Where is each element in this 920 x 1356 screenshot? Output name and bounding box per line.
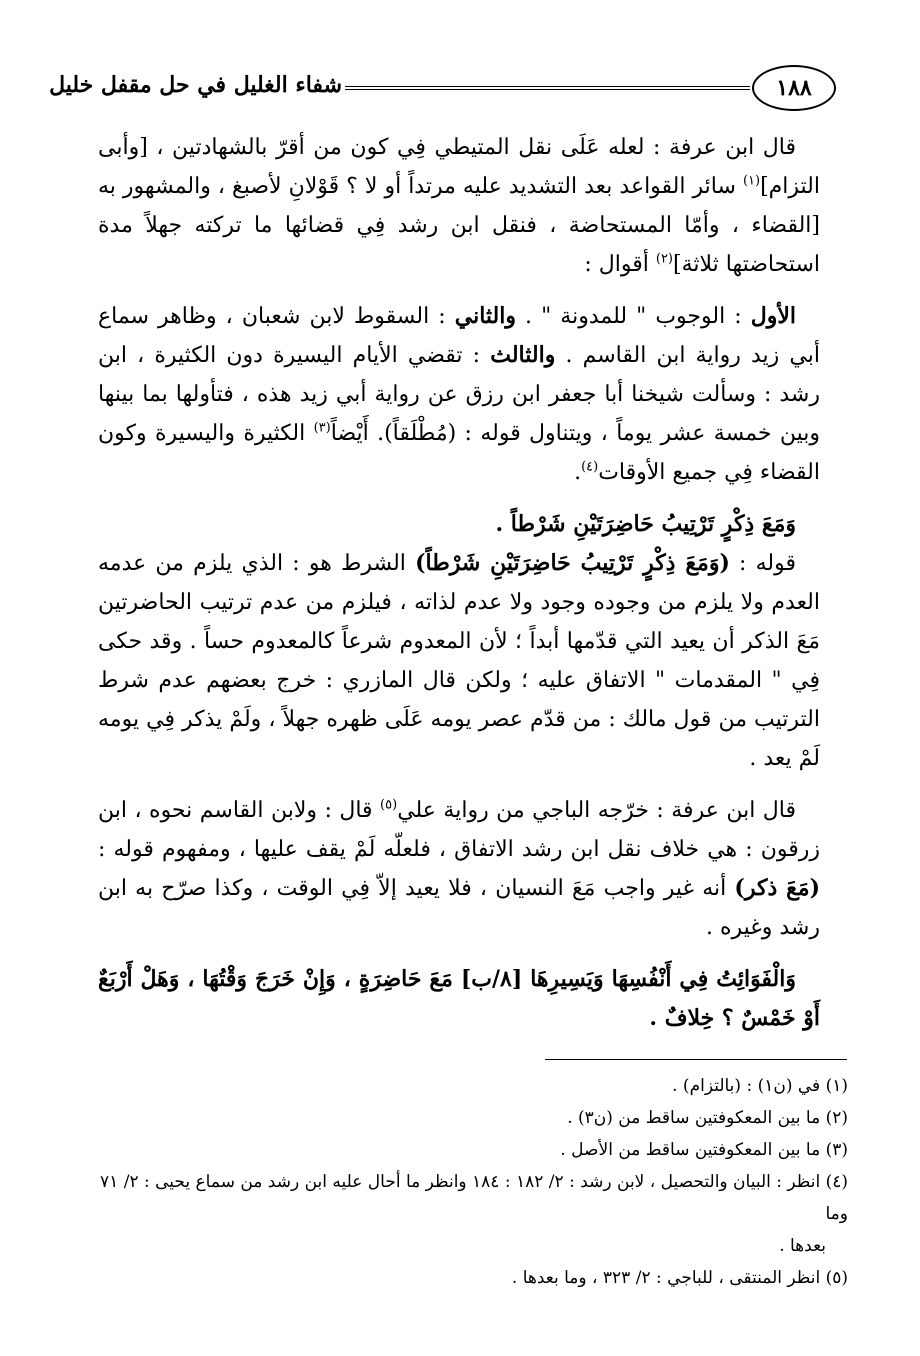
header-rule [345, 86, 750, 90]
text-span: وَالْفَوَائِتُ فِي أَنْفُسِهَا وَيَسِيرِهَا [522, 966, 796, 992]
text-span: سائر القواعد بعد التشديد عليه مرتداً أو لا ؟ قَوْلانِ لأصبغ ، والمشهور به [القضاء ، وأمّا المستحاضة ، فنقل ابن رشد فِي قضائها ما تركته جهلاً مدة استحاضتها ثلاثة] [98, 174, 820, 277]
quoted-matn: (مَعَ ذكر) [734, 875, 820, 901]
bold-term: والثاني [454, 303, 516, 329]
paragraph-2 [98, 297, 820, 492]
text-span: . [574, 460, 582, 485]
text-span: قال ابن عرفة : خرّجه الباجي من رواية علي [397, 798, 796, 823]
paragraph-4 [98, 791, 820, 947]
footnote-3: (٣) ما بين المعكوفتين ساقط من الأصل . [560, 1140, 848, 1160]
footnote-marker: (٣) [313, 420, 331, 436]
footnote-separator [545, 1059, 847, 1060]
paragraph-3 [98, 544, 820, 778]
quoted-matn: (وَمَعَ ذِكْرٍ تَرْتِيبُ حَاضِرَتَيْنِ شَرْطاً) [415, 550, 730, 576]
text-span: أقوال : [584, 252, 656, 277]
text-span: أنه غير واجب مَعَ النسيان ، فلا يعيد إلاّ فِي الوقت ، وكذا صرّح به ابن رشد وغيره . [98, 876, 820, 940]
footnote-1: (١) في (ن١) : (بالتزام) . [672, 1076, 848, 1096]
footnote-marker: (٤) [581, 459, 599, 475]
footnotes [98, 1070, 848, 1294]
footnote-marker: (٥) [380, 797, 398, 813]
footnote-marker: (١) [742, 173, 761, 189]
matn-line-2 [98, 960, 820, 1038]
footnote-4-continuation: بعدها . [779, 1236, 826, 1256]
paragraph-1 [98, 128, 820, 284]
text-span: الكثيرة واليسيرة وكون القضاء فِي جميع الأوقات [98, 421, 820, 485]
text-span: : الوجوب " للمدونة " . [516, 304, 751, 329]
bold-term: والثالث [490, 342, 556, 368]
footnote-2: (٢) ما بين المعكوفتين ساقط من (ن٣) . [567, 1108, 848, 1128]
text-span: الشرط هو : الذي يلزم من عدمه العدم ولا يلزم من وجوده وجود ولا عدم لذاته ، فيلزم من عدم ترتيب الحاضرتين مَعَ الذكر أن يعيد التي قدّمها أبداً ؛ لأن المعدوم شرعاً كالمعدوم حساً . وقد حكى فِي " المقدمات " الاتفاق عليه ؛ ولكن قال المازري : خرج بعضهم عدم شرط الترتيب من قول مالك : من قدّم عصر يومه عَلَى ظهره جهلاً ، ولَمْ يذكر فِي يومه لَمْ يعد . [98, 551, 820, 771]
main-text [98, 128, 820, 1038]
text-span: : تقضي الأيام اليسيرة دون الكثيرة ، ابن رشد : وسألت شيخنا أبا جعفر ابن رزق عن رواية أبي زيد هذه ، فتأولها بما بينها وبين خمسة عشر يوماً ، ويتناول قوله : (مُطْلَقاً). أَيْضاً [98, 343, 820, 446]
text-span: قوله : [729, 551, 797, 576]
page-number: ١٨٨ [752, 65, 836, 111]
matn-line-1: وَمَعَ ذِكْرٍ تَرْتِيبُ حَاضِرَتَيْنِ شَرْطاً . [495, 511, 796, 537]
bold-term: الأول [750, 303, 796, 329]
footnote-marker: (٢) [655, 251, 673, 267]
folio-reference: [٨/ب] [460, 966, 523, 992]
footnote-4: (٤) انظر : البيان والتحصيل ، لابن رشد : ٢/ ١٨٢ : ١٨٤ وانظر ما أحال عليه ابن رشد من سماع يحيى : ٢/ ٧١ وما [100, 1172, 848, 1224]
text-span: مَعَ حَاضِرَةٍ ، وَإِنْ خَرَجَ وَقْتُهَا ، وَهَلْ أَرْبَعٌ أَوْ خَمْسٌ ؟ خِلافٌ . [98, 966, 820, 1031]
text-span: قال : ولابن القاسم نحوه ، ابن زرقون : هي خلاف نقل ابن رشد الاتفاق ، فلعلّه لَمْ يقف عليها ، ومفهوم قوله : [98, 798, 820, 862]
footnote-5: (٥) انظر المنتقى ، للباجي : ٢/ ٣٢٣ ، وما بعدها . [511, 1268, 848, 1288]
text-span: : السقوط لابن شعبان ، وظاهر سماع أبي زيد رواية ابن القاسم . [98, 304, 820, 368]
text-span: قال ابن عرفة : لعله عَلَى نقل المتيطي فِي كون من أقرّ بالشهادتين ، [وأبى التزام] [98, 135, 820, 199]
running-title: شفاء الغليل في حل مقفل خليل [49, 72, 342, 98]
